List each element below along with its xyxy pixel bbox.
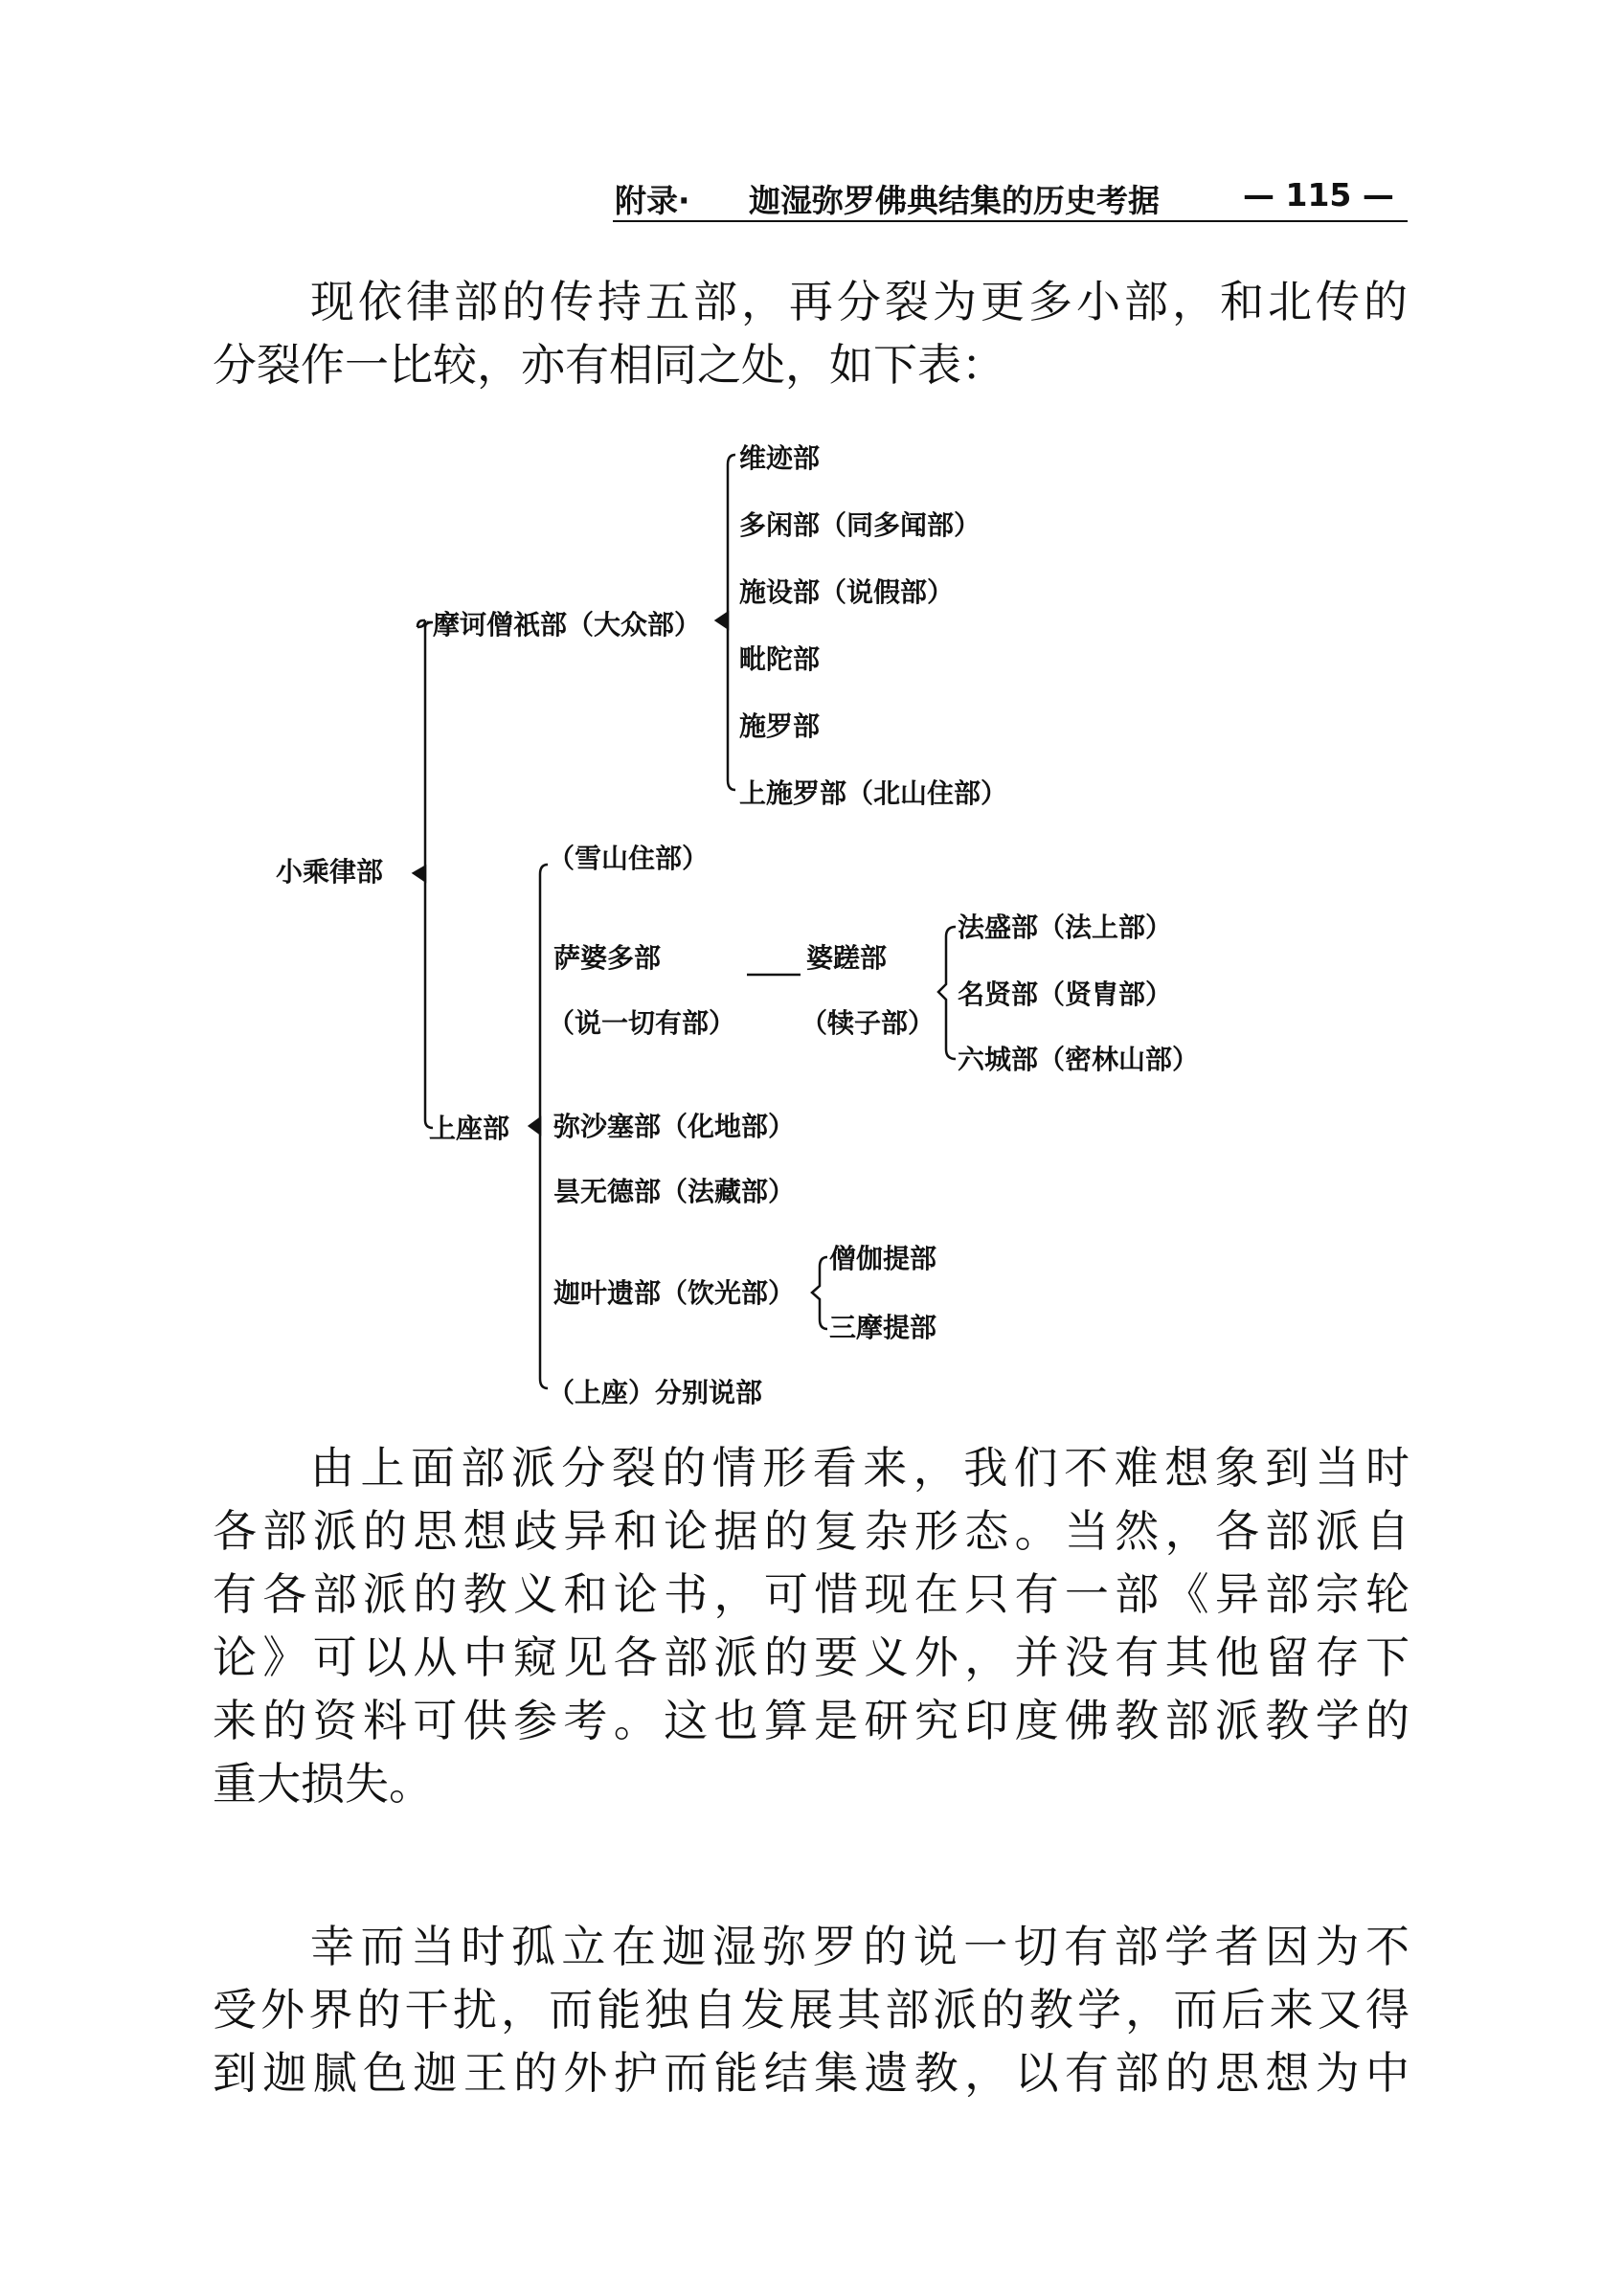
intro-line-1: 现依律部的传持五部，再分裂为更多小部，和北传的	[310, 276, 1408, 327]
paragraph-line: 各部派的思想歧异和论据的复杂形态。当然，各部派自	[213, 1505, 1410, 1557]
mahisasaka-node: 弥沙塞部（化地部）	[553, 1111, 796, 1142]
himavata-node: （雪山住部）	[548, 843, 710, 874]
paragraph-line: 重大损失。	[213, 1758, 433, 1810]
intro-line-2: 分裂作一比较，亦有相同之处，如下表：	[213, 339, 1005, 391]
paragraph-line: 幸而当时孤立在迦湿弥罗的说一切有部学者因为不	[310, 1921, 1410, 1972]
vatsiputriya-child: 名贤部（贤胄部）	[958, 979, 1173, 1010]
paragraph-line: 来的资料可供参考。这也算是研究印度佛教部派教学的	[213, 1695, 1410, 1746]
vatsiputriya-child: 六城部（密林山部）	[958, 1044, 1200, 1075]
mahasanghika-child: 施设部（说假部）	[739, 576, 955, 608]
body-paragraph-2	[213, 1915, 1410, 2104]
mahasanghika-node: 摩诃僧祇部（大众部）	[433, 609, 702, 641]
mahasanghika-child: 多闲部（同多闻部）	[739, 509, 981, 541]
paragraph-line: 有各部派的教义和论书，可惜现在只有一部《异部宗轮	[213, 1568, 1410, 1620]
kasyapiya-child: 僧伽提部	[829, 1243, 937, 1274]
paragraph-line: 到迦腻色迦王的外护而能结集遗教，以有部的思想为中	[213, 2047, 1410, 2099]
page-number: — 115 —	[1243, 176, 1394, 214]
dharmaguptaka-node: 昙无德部（法藏部）	[553, 1176, 796, 1207]
sarvastivada-alias: （说一切有部）	[548, 1007, 736, 1039]
kasyapiya-child: 三摩提部	[829, 1312, 937, 1343]
kasyapiya-node: 迦叶遗部（饮光部）	[553, 1277, 796, 1309]
paragraph-line: 由上面部派分裂的情形看来，我们不难想象到当时	[310, 1442, 1410, 1494]
mahasanghika-child: 毗陀部	[739, 643, 821, 675]
mahasanghika-child: 维迹部	[739, 442, 821, 474]
tree-root: 小乘律部	[276, 856, 384, 888]
header-section: 附录·	[615, 182, 690, 219]
body-paragraph-1	[213, 1436, 1410, 1815]
mahasanghika-child: 施罗部	[739, 710, 821, 742]
header-title: 迦湿弥罗佛典结集的历史考据	[749, 182, 1160, 219]
vatsiputriya-alias: （犊子部）	[801, 1007, 936, 1039]
sarvastivada-node: 萨婆多部	[553, 942, 662, 974]
sthavira-node: 上座部	[429, 1113, 510, 1144]
paragraph-line: 论》可以从中窥见各部派的要义外，并没有其他留存下	[213, 1631, 1410, 1683]
mahasanghika-child: 上施罗部（北山住部）	[739, 777, 1008, 809]
paragraph-line: 受外界的干扰，而能独自发展其部派的教学，而后来又得	[213, 1984, 1410, 2036]
vibhajyavada-node: （上座）分别说部	[548, 1377, 763, 1408]
vatsiputriya-child: 法盛部（法上部）	[958, 911, 1173, 943]
vatsiputriya-node: 婆蹉部	[806, 942, 888, 974]
